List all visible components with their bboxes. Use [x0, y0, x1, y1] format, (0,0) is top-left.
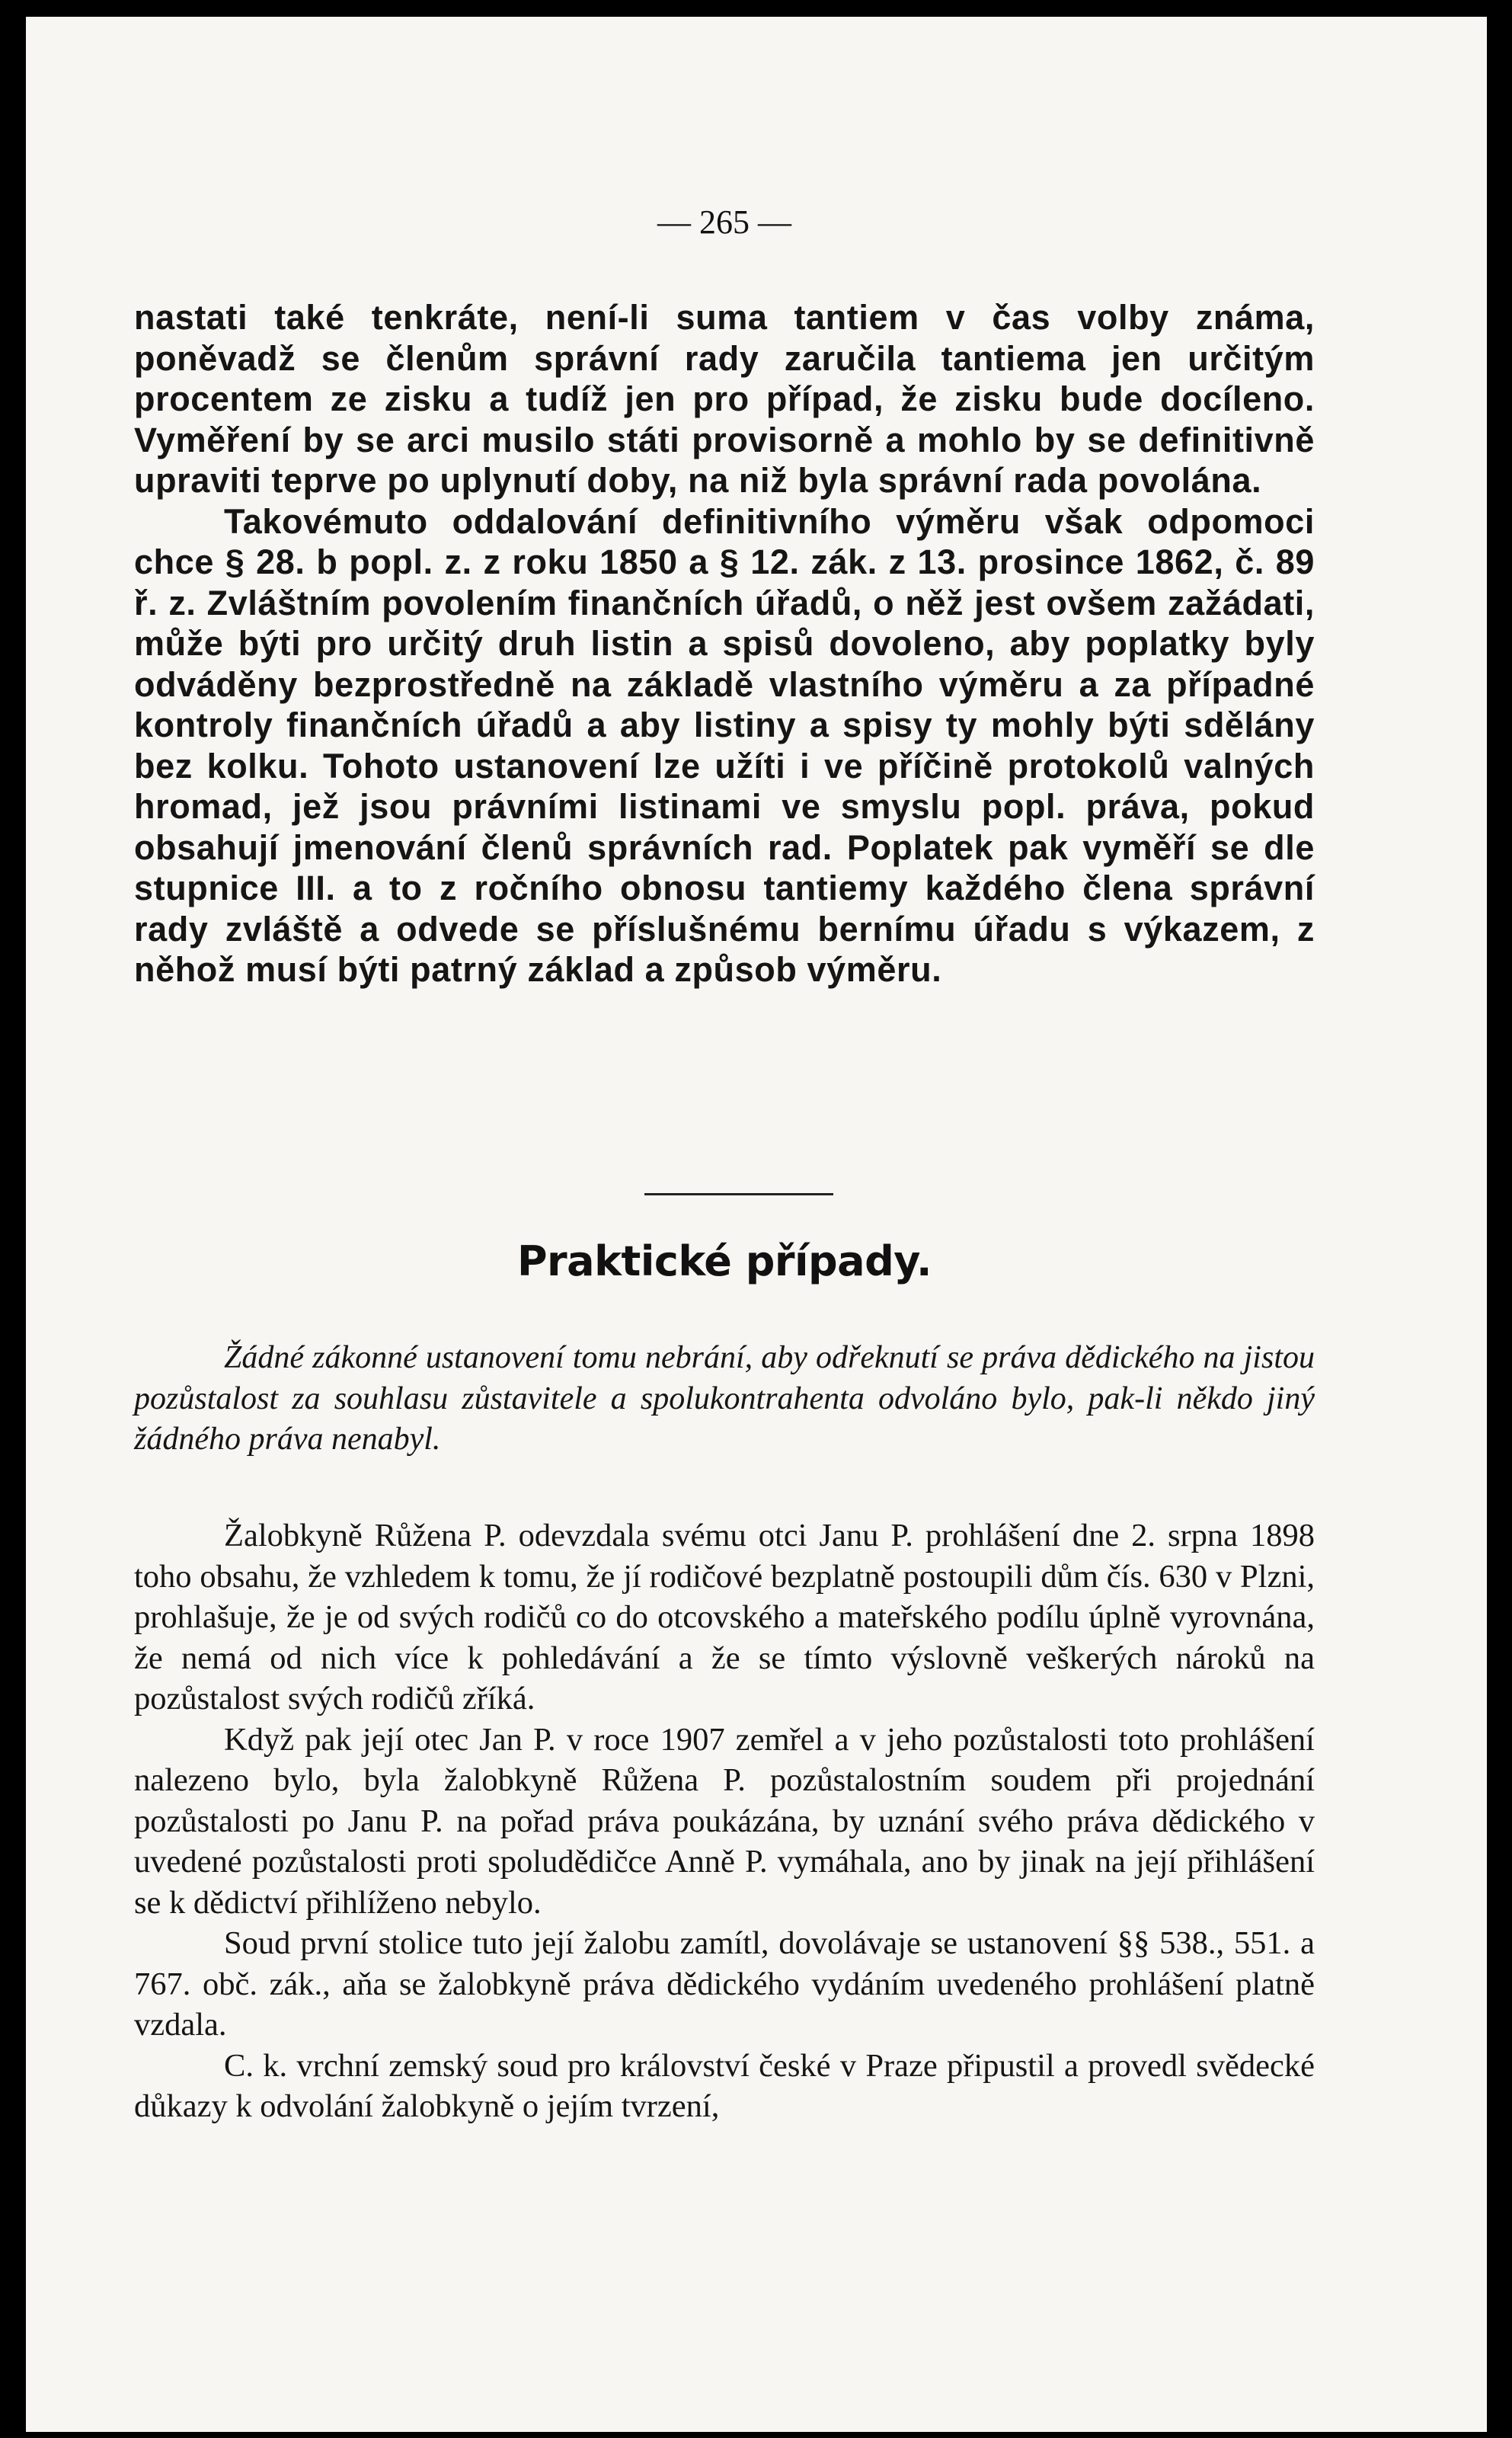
paragraph: nastati také tenkráte, není-li suma tantiem v čas volby známa, poněvadž se členům správní rady zaručila tantiema jen určitým procentem ze zisku a tudíž jen pro případ, že zisku bude docíleno. Vyměření by se arci musilo státi provisorně a mohlo by se definitivně upraviti teprve po uplynutí doby, na niž byla správní rada povolána.: [134, 298, 1315, 500]
page-number: — 265 —: [657, 203, 791, 241]
paragraph: C. k. vrchní zemský soud pro království české v Praze připustil a provedl svědecké důkazy k odvolání žalobkyně o jejím tvrzení,: [134, 2047, 1315, 2124]
upper-text-block: [134, 297, 1315, 990]
case-text-block: [134, 1515, 1315, 2127]
paragraph: Žalobkyně Růžena P. odevzdala svému otci Janu P. prohlášení dne 2. srpna 1898 toho obsahu, že vzhledem k tomu, že jí rodičové bezplatně postoupili dům čís. 630 v Plzni, prohlašuje, že je od svých rodičů co do otcovského a mateřského podílu úplně vyrovnána, že nemá od nich více k pohledávání a že se tímto výslovně veškerých nároků na pozůstalost svých rodičů zříká.: [134, 1518, 1315, 1717]
book-page: [26, 17, 1487, 2432]
case-headnote: Žádné zákonné ustanovení tomu nebrání, aby odřeknutí se práva dědického na jistou pozůstalost za souhlasu zůstavitele a spolukontrahenta odvoláno bylo, pak-li někdo jiný žádného práva nenabyl.: [134, 1340, 1315, 1457]
section-divider: [644, 1193, 833, 1195]
paragraph: Když pak její otec Jan P. v roce 1907 zemřel a v jeho pozůstalosti toto prohlášení nalezeno bylo, byla žalobkyně Růžena P. pozůstalostním soudem při projednání pozůstalosti po Janu P. na pořad práva poukázána, by uznání svého práva dědického v uvedené pozůstalosti proti spoludědičce Anně P. vymáhala, ano by jinak na její přihlášení se k dědictví přihlíženo nebylo.: [134, 1721, 1315, 1921]
paragraph: Takovémuto oddalování definitivního výměru však odpomoci chce § 28. b popl. z. z roku 1850 a § 12. zák. z 13. prosince 1862, č. 89 ř. z. Zvláštním povolením finančních úřadů, o něž jest ovšem zažádati, může býti pro určitý druh listin a spisů dovoleno, aby poplatky byly odváděny bezprostředně na základě vlastního výměru a za případné kontroly finančních úřadů a aby listiny a spisy ty mohly býti sdělány bez kolku. Tohoto ustanovení lze užíti i ve příčině protokolů valných hromad, jež jsou právními listinami ve smyslu popl. práva, pokud obsahují jmenování členů správních rad. Poplatek pak vyměří se dle stupnice III. a to z ročního obnosu tantiemy každého člena správní rady zvláště a odvede se příslušnému bernímu úřadu s výkazem, z něhož musí býti patrný základ a způsob výměru.: [134, 501, 1315, 989]
paragraph: Soud první stolice tuto její žalobu zamítl, dovolávaje se ustanovení §§ 538., 551. a 767. obč. zák., aňa se žalobkyně práva dědického vydáním uvedeného prohlášení platně vzdala.: [134, 1925, 1315, 2043]
section-title: Praktické případy.: [516, 1237, 932, 1285]
